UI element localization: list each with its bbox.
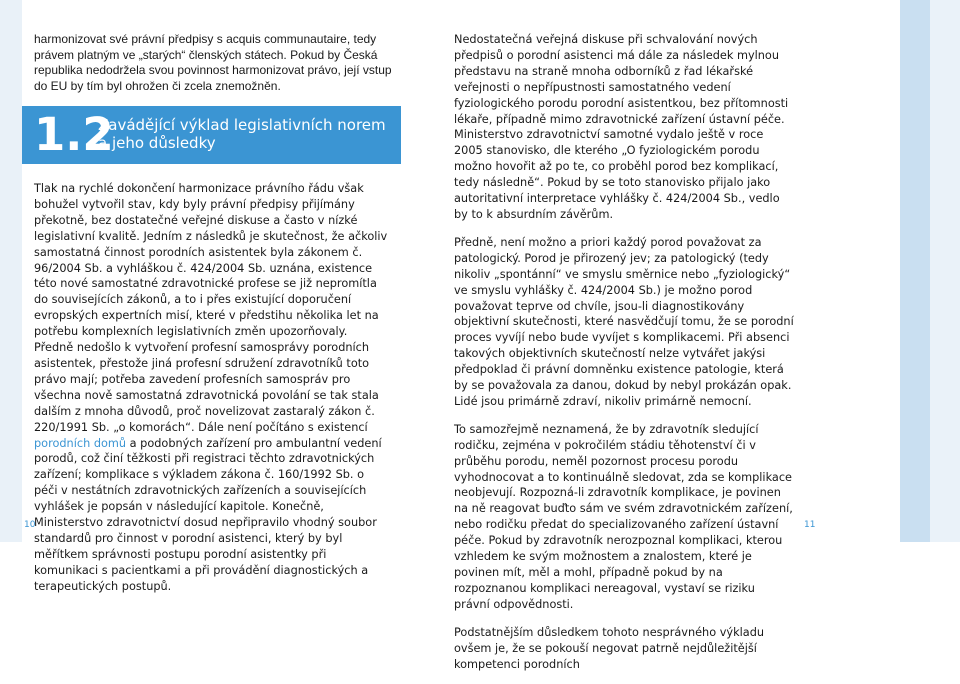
- main-text-part1: Tlak na rychlé dokončení harmonizace právního řádu však bohužel vytvořil stav, kdy byly právní předpisy přijímány překotně, bez dostatečné veřejné diskuse a často v nízké legislativní kvalitě. Jedním z následků je skutečnost, že ačkoliv samostatná činnost porodních asistentek byla zákonem č. 96/2004 Sb. a vyhláškou č. 424/2004 Sb. uznána, existence této nové samostatné zdravotnické profese se již nepromítla do souvisejících zákonů, a to i přes existující doporučení evropských expertních misí, které v předstihu několika let na potřebu komplexních legislativních změn upozorňovaly. Předně nedošlo k vytvoření profesní samosprávy porodních asistentek, přestože jiná profesní sdružení zdravotníků toto právo mají; potřeba zavedení profesních samospráv pro všechna nově samostatná zdravotnická povolání se tak stala dalším z mnoha důvodů, proč novelizovat zastaralý zákon č. 220/1991 Sb. „o komorách“. Dále není počítáno s existencí: [34, 182, 388, 434]
- page-number-right: 11: [804, 520, 816, 530]
- porodni-domy-link[interactable]: porodních domů: [34, 436, 127, 450]
- section-title: [98, 116, 388, 152]
- main-paragraph: [34, 181, 389, 595]
- left-main-column: [34, 181, 389, 607]
- right-paragraph-4: Podstatnějším důsledkem tohoto nesprávného výkladu ovšem je, že se pokouší negovat patrně nejdůležitější kompetenci porodních: [454, 625, 765, 671]
- right-decorative-band-outer: [930, 0, 960, 542]
- section-number: 1.2: [34, 108, 114, 161]
- intro-paragraph: harmonizovat své právní předpisy s acquis communautaire, tedy právem platným ve „starých“ členských státech. Pokud by Česká republika nedodržela svou povinnost harmonizovat právo, její vstup do EU by tím byl ohrožen či zcela znemožněn.: [34, 32, 392, 93]
- section-heading: [22, 106, 401, 164]
- section-title-line1: Zavádějící výklad legislativních norem: [98, 116, 386, 134]
- right-decorative-band-inner: [900, 0, 930, 542]
- section-title-line2: a jeho důsledky: [98, 134, 216, 152]
- right-paragraph-1: Nedostatečná veřejná diskuse při schvalování nových předpisů o porodní asistenci má dále za následek mylnou představu na straně mnoha odborníků z řad lékařské veřejnosti o nepřípustnosti samostatného vedení fyziologického porodu porodní asistentkou, bez přítomnosti lékaře, případně mimo zdravotnické zařízení ústavní péče. Ministerstvo zdravotnictví samotné vydalo ještě v roce 2005 stanovisko, dle kterého „O fyziologickém porodu možno hovořit až po te, co proběhl porod bez komplikací, tedy následně“. Pokud by se toto stanovisko přijalo jako autoritativní interpretace vyhlášky č. 424/2004 Sb., vedlo by to k absurdním závěrům.: [454, 33, 789, 221]
- left-intro-column: [34, 32, 400, 106]
- right-paragraph-3: To samozřejmě neznamená, že by zdravotník sledující rodičku, zejména v pokročilém stádiu těhotenství či v průběhu porodu, neměl pozornost procesu porodu vyhodnocovat a to kontinuálně sledovat, zda se komplikace neobjevují. Rozpozná-li zdravotník komplikace, je povinen na ně reagovat buďto sám ve svém zdravotnickém zařízení, nebo rodičku předat do specializovaného zařízení ústavní péče. Pokud by zdravotník nerozpoznal komplikaci, kterou vzhledem ke svým možnostem a znalostem, které je povinen mít, měl a mohl, případně pokud by na rozpoznanou komplikaci nereagoval, vystaví se riziku právní odpovědnosti.: [454, 422, 793, 611]
- page-number-left: 10: [24, 520, 36, 530]
- main-text-part2: a podobných zařízení pro ambulantní vedení porodů, což činí těžkosti při registraci těchto zdravotnických zařízení; komplikace s výkladem zákona č. 160/1992 Sb. o péči v nestátních zdravotnických zařízeních a souvisejících vyhlášek je popsán v následující kapitole. Konečně, Ministerstvo zdravotnictví dosud nepřipravilo vhodný soubor standardů pro činnost v porodní asistenci, který by byl měřítkem správnosti postupu porodní asistentky při komunikaci s pacientkami a při provádění diagnostických a terapeutických postupů.: [34, 436, 382, 593]
- right-column: [454, 32, 794, 684]
- right-paragraph-2: Předně, není možno a priori každý porod považovat za patologický. Porod je přirozený jev; za patologický (tedy nikoliv „spontánní“ ve smyslu směrnice nebo „fyziologický“ ve smyslu vyhlášky č. 424/2004 Sb.) je možno porod považovat teprve od chvíle, jsou-li diagnostikovány objektivní skutečnosti, které nasvědčují tomu, že se porodní proces vyvíjí nebo bude vyvíjet s komplikacemi. Při absenci takových objektivních skutečností nelze vytvářet jakýsi předpoklad či právní domněnku existence patologie, která by se považovala za danou, dokud by nebyl prokázán opak. Lidé jsou primárně zdraví, nikoliv primárně nemocní.: [454, 235, 794, 408]
- left-decorative-band: [0, 0, 22, 542]
